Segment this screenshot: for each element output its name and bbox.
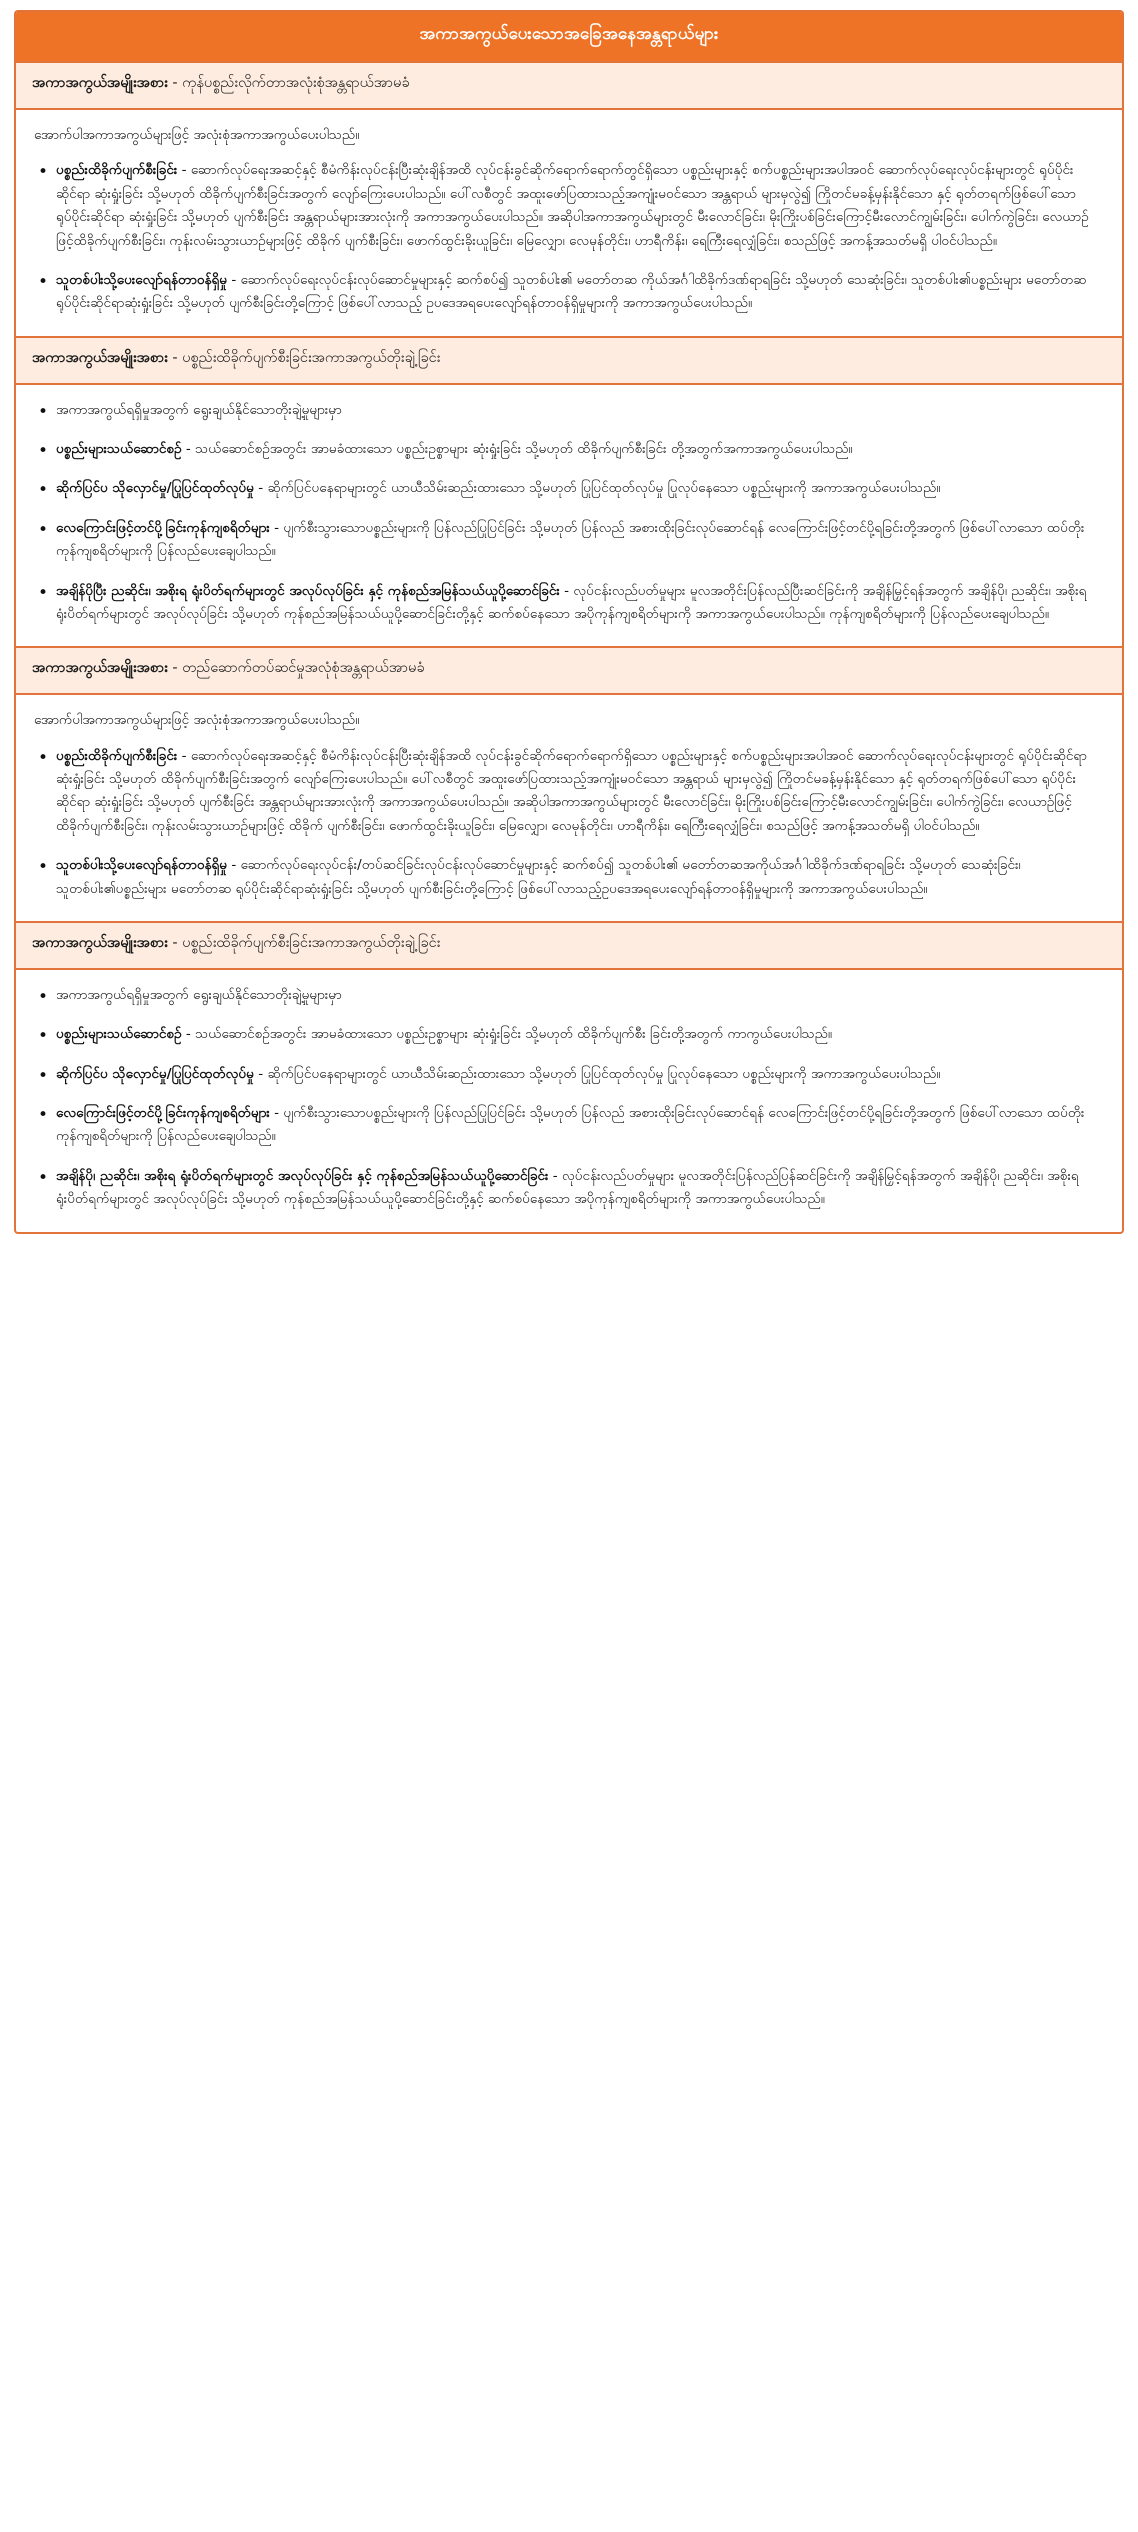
section-header-value: - ကုန်ပစ္စည်းလိုက်တာအလုံးစုံအန္တရာယ်အာမခံ bbox=[167, 75, 410, 91]
list-item-text: - ဆောက်လုပ်ရေးလုပ်ငန်းလုပ်ဆောင်မှုများနှင့် ဆက်စပ်၍ သူတစ်ပါး၏ မတော်တဆ ကိုယ်အင်္ဂါထိခိုက်ဒဏ်ရာရခြင်း သို့မဟုတ် သေဆုံးခြင်း၊ သူတစ်ပါး၏ပစ္စည်းများ မတော်တဆ ရုပ်ပိုင်းဆိုင်ရာဆုံးရှုံးခြင်း သို့မဟုတ် ပျက်စီးခြင်းတို့ကြောင့် ဖြစ်ပေါ်လာသည့် ဥပဒေအရပေးလျော်ရန်တာဝန်ရှိမှုများကို အကာအကွယ်ပေးပါသည်။ bbox=[56, 271, 1087, 312]
coverage-list bbox=[34, 745, 1104, 901]
list-item-lead: လေကြောင်းဖြင့်တင်ပို့ခြင်းကုန်ကျစရိတ်များ bbox=[56, 519, 270, 536]
section-header bbox=[16, 921, 1122, 970]
section-intro: အောက်ပါအကာအကွယ်များဖြင့် အလုံးစုံအကာအကွယ်ပေးပါသည်။ bbox=[34, 712, 360, 729]
section-header bbox=[16, 646, 1122, 695]
section-header-value: - ပစ္စည်းထိခိုက်ပျက်စီးခြင်းအကာအကွယ်တိုးချဲ့ခြင်း bbox=[167, 934, 441, 951]
list-item bbox=[34, 1023, 1104, 1046]
coverage-list bbox=[34, 984, 1104, 1212]
list-item bbox=[34, 745, 1104, 839]
section-header-value: - ပစ္စည်းထိခိုက်ပျက်စီးခြင်းအကာအကွယ်တိုးချဲ့ခြင်း bbox=[167, 349, 441, 366]
section-intro: အကာအကွယ်ရရှိမှုအတွက် ရွေးချယ်နိုင်သောတိုးချဲ့မှုများမှာ bbox=[56, 986, 342, 1003]
coverage-document bbox=[14, 10, 1124, 1234]
list-item bbox=[34, 580, 1104, 627]
list-item bbox=[34, 477, 1104, 500]
list-item-lead: အချိန်ပို၊ ညဆိုင်း၊ အစိုးရ ရုံးပိတ်ရက်များတွင် အလုပ်လုပ်ခြင်း နှင့် ကုန်စည်အမြန်သယ်ယူပို့ဆောင်ခြင်း bbox=[56, 1167, 549, 1184]
section-body bbox=[16, 110, 1122, 336]
list-item-text: - လုပ်ငန်းလည်ပတ်မှုများ မူလအတိုင်းပြန်လည်ပြီးဆင်ခြင်းကို အချိန်မြှင့်ရန်အတွက် အချိန်ပို၊ ညဆိုင်း၊ အစိုးရ ရုံးပိတ်ရက်များတွင် အလုပ်လုပ်ခြင်း သို့မဟုတ် ကုန်စည်အမြန်သယ်ယူပို့ဆောင်ခြင်းတို့နှင့် ဆက်စပ်နေသော အပိုကုန်ကျစရိတ်များကို အကာအကွယ်ပေးပါသည်။ ကုန်ကျစရိတ်များကို ပြန်လည်ပေးချေပါသည်။ bbox=[56, 582, 1087, 622]
section-intro: အကာအကွယ်ရရှိမှုအတွက် ရွေးချယ်နိုင်သောတိုးချဲ့မှုများမှာ bbox=[56, 401, 342, 418]
list-item-text: - ပျက်စီးသွားသောပစ္စည်းများကို ပြန်လည်ပြုပြင်ခြင်း သို့မဟုတ် ပြန်လည် အစားထိုးခြင်းလုပ်ဆောင်ရန် လေကြောင်းဖြင့်တင်ပို့ရခြင်းတို့အတွက် ဖြစ်ပေါ်လာသော ထပ်တိုးကုန်ကျစရိတ်များကို ပြန်လည်ပေးချေပါသည်။ bbox=[56, 1105, 1085, 1145]
list-item bbox=[34, 269, 1104, 316]
list-item-text: - သယ်ဆောင်စဉ်အတွင်း အာမခံထားသော ပစ္စည်းဥစ္စာများ ဆုံးရှုံးခြင်း သို့မဟုတ် ထိခိုက်ပျက်စီး ခြင်းတို့အတွက် ကာကွယ်ပေးပါသည်။ bbox=[181, 1026, 832, 1043]
list-item-lead: ပစ္စည်းများသယ်ဆောင်စဉ် bbox=[56, 1026, 182, 1043]
section-body bbox=[16, 695, 1122, 921]
section-header bbox=[16, 61, 1122, 110]
list-item-lead: ပစ္စည်းထိခိုက်ပျက်စီးခြင်း bbox=[56, 162, 178, 179]
list-item-lead: ဆိုက်ပြင်ပ သိုလှောင်မှု/ပြုပြင်ထုတ်လုပ်မှု bbox=[56, 480, 254, 497]
list-item-text: - သယ်ဆောင်စဉ်အတွင်း အာမခံထားသော ပစ္စည်းဥစ္စာများ ဆုံးရှုံးခြင်း သို့မဟုတ် ထိခိုက်ပျက်စီးခြင်း တို့အတွက်အကာအကွယ်ပေးပါသည်။ bbox=[181, 441, 853, 457]
section-header-label: အကာအကွယ်အမျိုးအစား bbox=[32, 349, 168, 366]
list-item-lead: လေကြောင်းဖြင့်တင်ပို့ခြင်းကုန်ကျစရိတ်များ bbox=[56, 1105, 270, 1121]
list-item-text: - လုပ်ငန်းလည်ပတ်မှုများ မူလအတိုင်းပြန်လည်ပြန်ဆင်ခြင်းကို အချိန်မြှင့်ရန်အတွက် အချိန်ပို၊ ညဆိုင်း၊ အစိုးရ ရုံးပိတ်ရက်များတွင် အလုပ်လုပ်ခြင်း သို့မဟုတ် ကုန်စည်အမြန်သယ်ယူပို့ဆောင်ခြင်းတို့နှင့် ဆက်စပ်နေသော အပိုကုန်ကျစရိတ်များကို အကာအကွယ်ပေးပါသည်။ bbox=[56, 1167, 1079, 1208]
section-header-label: အကာအကွယ်အမျိုးအစား bbox=[32, 660, 168, 677]
section-header-label: အကာအကွယ်အမျိုးအစား bbox=[32, 934, 168, 951]
list-item-lead: ပစ္စည်းများသယ်ဆောင်စဉ် bbox=[56, 441, 182, 457]
list-item-text: - ဆိုက်ပြင်ပနေရာများတွင် ယာယီသိမ်းဆည်းထားသော သို့မဟုတ် ပြုပြင်ထုတ်လုပ်မှု ပြုလုပ်နေသော ပစ္စည်းများကို အကာအကွယ်ပေးပါသည်။ bbox=[253, 1065, 941, 1082]
section-header-label: အကာအကွယ်အမျိုးအစား bbox=[32, 75, 168, 91]
coverage-list bbox=[34, 399, 1104, 627]
section-intro: အောက်ပါအကာအကွယ်များဖြင့် အလုံးစုံအကာအကွယ်ပေးပါသည်။ bbox=[34, 127, 360, 143]
list-item-lead: ဆိုက်ပြင်ပ သိုလှောင်မှု/ပြုပြင်ထုတ်လုပ်မှု bbox=[56, 1065, 254, 1082]
section-header-value: - တည်ဆောက်တပ်ဆင်မှုအလုံစုံအန္တရာယ်အာမခံ bbox=[167, 660, 425, 677]
list-item-lead: သူတစ်ပါးသို့ပေးလျော်ရန်တာဝန်ရှိမှု bbox=[56, 857, 228, 874]
list-item bbox=[34, 438, 1104, 461]
list-item bbox=[34, 159, 1104, 253]
list-item bbox=[34, 399, 1104, 422]
list-item-text: - ဆောက်လုပ်ရေးလုပ်ငန်း/တပ်ဆင်ခြင်းလုပ်ငန်းလုပ်ဆောင်မှုများနှင့် ဆက်စပ်၍ သူတစ်ပါး၏ မတော်တဆအကိုယ်အင်္ဂါထိခိုက်ဒဏ်ရာရခြင်း သို့မဟုတ် သေဆုံးခြင်း၊ သူတစ်ပါး၏ပစ္စည်းများ မတော်တဆ ရုပ်ပိုင်းဆိုင်ရာဆုံးရှုံးခြင်း သို့မဟုတ် ပျက်စီးခြင်းတို့ကြောင့် ဖြစ်ပေါ်လာသည့်ဥပဒေအရပေးလျော်ရန်တာဝန်ရှိမှုများကို အကာအကွယ်ပေးပါသည်။ bbox=[56, 857, 1021, 897]
list-item bbox=[34, 1063, 1104, 1086]
document-title: အကာအကွယ်ပေးသောအခြေအနေအန္တရာယ်များ bbox=[16, 12, 1122, 61]
section-header bbox=[16, 336, 1122, 385]
list-item-text: - ဆောက်လုပ်ရေးအဆင့်နှင့် စီမံကိန်းလုပ်ငန်းပြီးဆုံးချိန်အထိ လုပ်ငန်းခွင်ဆိုက်ရောက်ရောက်တွင်ရှိသော ပစ္စည်းများနှင့် စက်ပစ္စည်းများအပါအဝင် ဆောက်လုပ်ရေးလုပ်ငန်းများတွင် ရုပ်ပိုင်းဆိုင်ရာ ဆုံးရှုံးခြင်း သို့မဟုတ် ထိခိုက်ပျက်စီးခြင်းအတွက် လျော်ကြေးပေးပါသည်။ ပေါ်လစီတွင် အထူးဖော်ပြထားသည့်အကျုံးမဝင်သော အန္တရာယ် များမှလွဲ၍ ကြိုတင်မခန့်မှန်းနိုင်သော နှင့် ရုတ်တရက်ဖြစ်ပေါ်သော ရုပ်ပိုင်းဆိုင်ရာ ဆုံးရှုံးခြင်း သို့မဟုတ် ပျက်စီးခြင်း အန္တရာယ်များအားလုံးကို အကာအကွယ်ပေးပါသည်။ အဆိုပါအကာအကွယ်များတွင် မီးလောင်ခြင်း၊ မိုးကြိုးပစ်ခြင်းကြောင့်မီးလောင်ကျွမ်းခြင်း၊ ပေါက်ကွဲခြင်း၊ လေယာဉ်ဖြင့်ထိခိုက်ပျက်စီးခြင်း၊ ကုန်းလမ်းသွားယာဉ်များဖြင့် ထိခိုက် ပျက်စီးခြင်း၊ ဖောက်ထွင်းခိုးယူခြင်း၊ မြေလျှော၊ လေမုန်တိုင်း၊ ဟာရီကိန်း၊ ရေကြီးရေလျှံခြင်း၊ စသည်ဖြင့် အကန့်အသတ်မရှိ ပါဝင်ပါသည်။ bbox=[56, 162, 1089, 249]
list-item bbox=[34, 854, 1104, 901]
section-body bbox=[16, 385, 1122, 647]
list-item-lead: ပစ္စည်းထိခိုက်ပျက်စီးခြင်း bbox=[56, 747, 178, 764]
list-item-text: - ဆိုက်ပြင်ပနေရာများတွင် ယာယီသိမ်းဆည်းထားသော သို့မဟုတ် ပြုပြင်ထုတ်လုပ်မှု ပြုလုပ်နေသော ပစ္စည်းများကို အကာအကွယ်ပေးပါသည်။ bbox=[253, 480, 941, 497]
list-item-lead: သူတစ်ပါးသို့ပေးလျော်ရန်တာဝန်ရှိမှု bbox=[56, 271, 228, 288]
list-item-lead: အချိန်ပိုပြီး ညဆိုင်း၊ အစိုးရ ရုံးပိတ်ရက်များတွင် အလုပ်လုပ်ခြင်း နှင့် ကုန်စည်အမြန်သယ်ယူပို့ဆောင်ခြင်း bbox=[56, 582, 560, 599]
list-item bbox=[34, 517, 1104, 564]
list-item bbox=[34, 984, 1104, 1007]
list-item-text: - ဆောက်လုပ်ရေးအဆင့်နှင့် စီမံကိန်းလုပ်ငန်းပြီးဆုံးချိန်အထိ လုပ်ငန်းခွင်ဆိုက်ရောက်ရောက်ရှိသော ပစ္စည်းများနှင့် စက်ပစ္စည်းများအပါအဝင် ဆောက်လုပ်ရေးလုပ်ငန်းများတွင် ရုပ်ပိုင်းဆိုင်ရာ ဆုံးရှုံးခြင်း သို့မဟုတ် ထိခိုက်ပျက်စီးခြင်းအတွက် လျော်ကြေးပေးပါသည်။ ပေါ်လစီတွင် အထူးဖော်ပြထားသည့်အကျုံးမဝင်သော အန္တရာယ် များမှလွဲ၍ ကြိုတင်မခန့်မှန်းနိုင်သော နှင့် ရုတ်တရက်ဖြစ်ပေါ်သော ရုပ်ပိုင်းဆိုင်ရာ ဆုံးရှုံးခြင်း သို့မဟုတ် ပျက်စီးခြင်း အန္တရာယ်များအားလုံးကို အကာအကွယ်ပေးပါသည်။ အဆိုပါအကာအကွယ်များတွင် မီးလောင်ခြင်း၊ မိုးကြိုးပစ်ခြင်းကြောင့်မီးလောင်ကျွမ်းခြင်း၊ ပေါက်ကွဲခြင်း၊ လေယာဉ်ဖြင့်ထိခိုက်ပျက်စီးခြင်း၊ ကုန်းလမ်းသွားယာဉ်များဖြင့် ထိခိုက် ပျက်စီးခြင်း၊ ဖောက်ထွင်းခိုးယူခြင်း၊ မြေလျှော၊ လေမုန်တိုင်း၊ ဟာရီကိန်း၊ ရေကြီးရေလျှံခြင်း၊ စသည်ဖြင့် အကန့်အသတ်မရှိ ပါဝင်ပါသည်။ bbox=[56, 747, 1087, 834]
section-body bbox=[16, 970, 1122, 1232]
list-item-text: - ပျက်စီးသွားသောပစ္စည်းများကို ပြန်လည်ပြုပြင်ခြင်း သို့မဟုတ် ပြန်လည် အစားထိုးခြင်းလုပ်ဆောင်ရန် လေကြောင်းဖြင့်တင်ပို့ရခြင်းတို့အတွက် ဖြစ်ပေါ်လာသော ထပ်တိုးကုန်ကျစရိတ်များကို ပြန်လည်ပေးချေပါသည်။ bbox=[56, 519, 1085, 560]
list-item bbox=[34, 1102, 1104, 1149]
coverage-list bbox=[34, 159, 1104, 315]
list-item bbox=[34, 1165, 1104, 1212]
